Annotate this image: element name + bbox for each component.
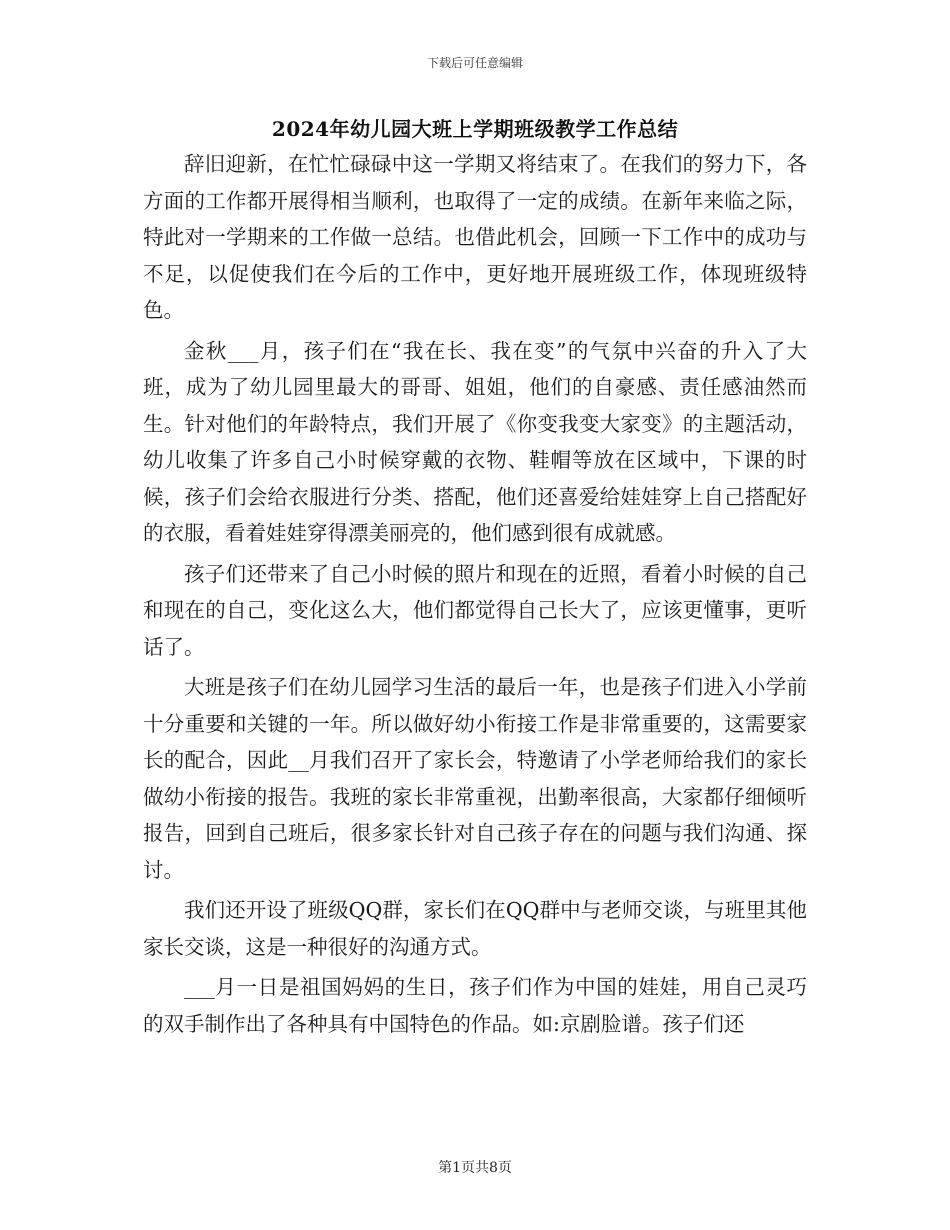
page-header-note: 下载后可任意编辑 xyxy=(426,56,523,70)
paragraph: 辞旧迎新，在忙忙碌碌中这一学期又将结束了。在我们的努力下，各方面的工作都开展得相当顺利，也取得了一定的成绩。在新年来临之际，特此对一学期来的工作做一总结。也借此机会，回顾一下工作中的成功与不足，以促使我们在今后的工作中，更好地开展班级工作，体现班级特色。 xyxy=(143,152,807,322)
paragraph: 大班是孩子们在幼儿园学习生活的最后一年，也是孩子们进入小学前十分重要和关键的一年。所以做好幼小衔接工作是非常重要的，这需要家长的配合，因此__月我们召开了家长会，特邀请了小学老师给我们的家长做幼小衔接的报告。我班的家长非常重视，出勤率很高，大家都仔细倾听报告，回到自己班后，很多家长针对自己孩子存在的问题与我们沟通、探讨。 xyxy=(143,675,807,882)
paragraph: 我们还开设了班级QQ群，家长们在QQ群中与老师交谈，与班里其他家长交谈，这是一种很好的沟通方式。 xyxy=(143,898,807,959)
paragraph: 金秋___月，孩子们在“我在长、我在变”的气氛中兴奋的升入了大班，成为了幼儿园里最大的哥哥、姐姐，他们的自豪感、责任感油然而生。针对他们的年龄特点，我们开展了《你变我变大家变》的主题活动，幼儿收集了许多自己小时候穿戴的衣物、鞋帽等放在区域中，下课的时候，孩子们会给衣服进行分类、搭配，他们还喜爱给娃娃穿上自己搭配好的衣服，看着娃娃穿得漂美丽亮的，他们感到很有成就感。 xyxy=(143,338,807,545)
page-number: 第1页共8页 xyxy=(438,1160,512,1176)
document-body xyxy=(143,146,807,1046)
paragraph: ___月一日是祖国妈妈的生日，孩子们作为中国的娃娃，用自己灵巧的双手制作出了各种具有中国特色的作品。如:京剧脸谱。孩子们还 xyxy=(143,975,807,1036)
document-title: 2024年幼儿园大班上学期班级教学工作总结 xyxy=(271,117,679,141)
paragraph: 孩子们还带来了自己小时候的照片和现在的近照，看着小时候的自己和现在的自己，变化这么大，他们都觉得自己长大了，应该更懂事，更听话了。 xyxy=(143,561,807,659)
